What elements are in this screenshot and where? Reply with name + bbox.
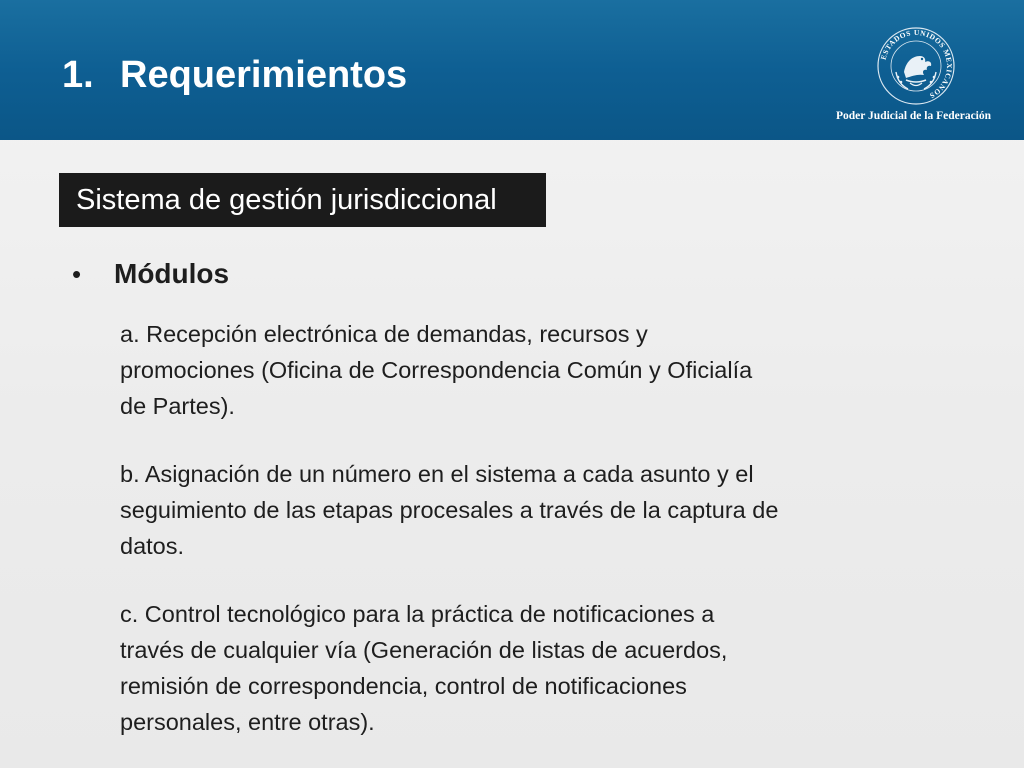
list-item-line: través de cualquier vía (Generación de listas de acuerdos,	[120, 637, 728, 663]
list-item-line: datos.	[120, 533, 185, 559]
list-item-line: c. Control tecnológico para la práctica de notificaciones a	[120, 601, 715, 627]
list-item	[120, 596, 860, 740]
list-item	[120, 316, 860, 424]
list-item-line: a. Recepción electrónica de demandas, recursos y	[120, 321, 648, 347]
list-item-line: seguimiento de las etapas procesales a través de la captura de	[120, 497, 779, 523]
module-list	[120, 316, 860, 768]
list-item-line: personales, entre otras).	[120, 709, 375, 735]
list-item-line: remisión de correspondencia, control de notificaciones	[120, 673, 687, 699]
seal-text: ESTADOS UNIDOS MEXICANOS	[878, 27, 955, 101]
bullet-dot-icon: •	[72, 259, 82, 289]
section-label: Sistema de gestión jurisdiccional	[59, 173, 546, 227]
institution-name: Poder Judicial de la Federación	[836, 110, 992, 122]
list-item-line: promociones (Oficina de Correspondencia Común y Oficialía	[120, 357, 753, 383]
list-item-line: de Partes).	[120, 393, 235, 419]
header-banner	[0, 0, 1024, 140]
title-text: Requerimientos	[120, 54, 408, 96]
mexican-coat-of-arms-icon	[876, 26, 956, 106]
list-item-line: b. Asignación de un número en el sistema a cada asunto y el	[120, 461, 754, 487]
page-title	[62, 54, 407, 97]
title-number: 1.	[62, 54, 94, 96]
bullet-heading-text: Módulos	[114, 258, 230, 289]
list-item	[120, 456, 860, 564]
